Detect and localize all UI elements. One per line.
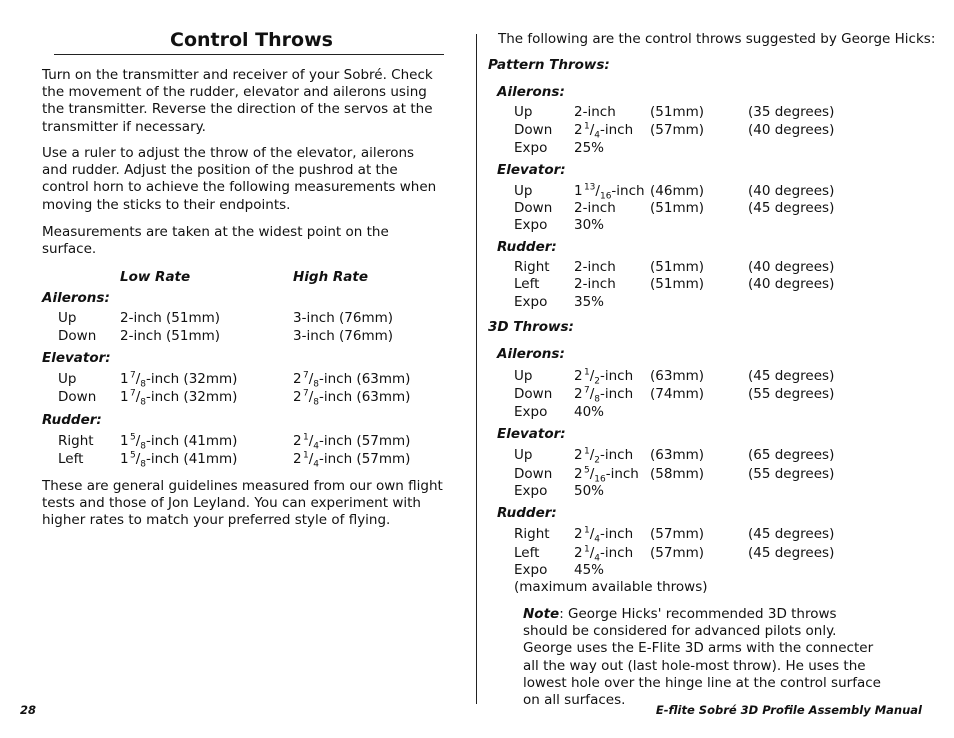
row-label: Down — [514, 200, 553, 216]
row-label: Left — [514, 276, 540, 292]
note-label: Note — [523, 606, 560, 622]
row-label: Up — [514, 368, 533, 384]
row-label: Down — [514, 122, 553, 138]
expo-value: 35% — [574, 294, 605, 310]
throw-distance: 2-inch — [574, 200, 616, 216]
row-label: Up — [58, 371, 77, 387]
throw-distance: 2 $^1/_2$-inch — [574, 367, 634, 387]
row-label: Right — [514, 259, 550, 275]
row-label: Left — [514, 545, 540, 561]
throw-distance: 2 $^1/_2$-inch — [574, 446, 634, 466]
row-label: Down — [58, 328, 97, 344]
expo-value: 40% — [574, 404, 605, 420]
column-header-high-rate: High Rate — [293, 269, 369, 285]
column-header-low-rate: Low Rate — [120, 269, 191, 285]
max-throws-note: (maximum available throws) — [514, 579, 708, 595]
row-label: Expo — [514, 562, 548, 578]
intro-text: The following are the control throws suggested by George Hicks: — [498, 31, 936, 47]
low-rate-value: 1 $^5/_8$-inch (41mm) — [120, 432, 238, 452]
subsection-ailerons: Ailerons: — [497, 84, 565, 100]
throw-metric: (57mm) — [650, 122, 705, 138]
throw-degrees: (45 degrees) — [748, 368, 835, 384]
low-rate-value: 1 $^7/_8$-inch (32mm) — [120, 370, 238, 390]
throw-distance: 2 $^1/_4$-inch — [574, 525, 634, 545]
low-rate-value: 2-inch (51mm) — [120, 310, 221, 326]
row-label: Expo — [514, 483, 548, 499]
throw-degrees: (40 degrees) — [748, 122, 835, 138]
throw-distance: 2 $^5/_{16}$-inch — [574, 465, 639, 485]
expo-value: 25% — [574, 140, 605, 156]
subsection-rudder: Rudder: — [497, 505, 557, 521]
row-label: Right — [58, 433, 94, 449]
low-rate-value: 1 $^7/_8$-inch (32mm) — [120, 388, 238, 408]
row-label: Down — [514, 386, 553, 402]
paragraph-intro: Turn on the transmitter and receiver of your Sobré. Check the movement of the rudder, elevator and ailerons using the transmitter. Reverse the direction of the servos at the transmitter if necessary. — [42, 67, 433, 135]
low-rate-value: 1 $^5/_8$-inch (41mm) — [120, 450, 238, 470]
row-label: Down — [514, 466, 553, 482]
throw-distance: 2-inch — [574, 259, 616, 275]
row-label: Expo — [514, 404, 548, 420]
high-rate-value: 2 $^7/_8$-inch (63mm) — [293, 388, 411, 408]
throw-degrees: (45 degrees) — [748, 200, 835, 216]
note-paragraph — [523, 606, 885, 709]
subsection-rudder: Rudder: — [497, 239, 557, 255]
throw-degrees: (40 degrees) — [748, 183, 835, 199]
section-3d-throws: 3D Throws: — [488, 319, 574, 335]
page-number: 28 — [20, 703, 37, 717]
row-label: Up — [514, 183, 533, 199]
throw-metric: (63mm) — [650, 447, 705, 463]
note-text: : George Hicks' recommended 3D throws should be considered for advanced pilots only. George uses the E-Flite 3D arms with the connecter all the way out (last hole-most throw). He uses the lowest hole over the hinge line at the control surface on all surfaces. — [523, 606, 881, 709]
throw-metric: (57mm) — [650, 545, 705, 561]
throw-metric: (46mm) — [650, 183, 705, 199]
throw-distance: 2 $^1/_4$-inch — [574, 121, 634, 141]
throw-degrees: (40 degrees) — [748, 276, 835, 292]
throw-degrees: (65 degrees) — [748, 447, 835, 463]
paragraph-ruler: Use a ruler to adjust the throw of the elevator, ailerons and rudder. Adjust the position of the pushrod at the control horn to achieve the following measurements when moving the sticks to their endpoints. — [42, 145, 437, 213]
throw-metric: (51mm) — [650, 200, 705, 216]
throw-distance: 2-inch — [574, 276, 616, 292]
throw-degrees: (45 degrees) — [748, 545, 835, 561]
row-label: Up — [58, 310, 77, 326]
section-ailerons: Ailerons: — [42, 290, 110, 306]
expo-value: 45% — [574, 562, 605, 578]
throw-metric: (51mm) — [650, 104, 705, 120]
title-rule — [54, 54, 444, 55]
throw-degrees: (40 degrees) — [748, 259, 835, 275]
row-label: Expo — [514, 217, 548, 233]
section-pattern-throws: Pattern Throws: — [488, 57, 610, 73]
paragraph-guidelines: These are general guidelines measured from our own flight tests and those of Jon Leyland. You can experiment with higher rates to match your preferred style of flying. — [42, 478, 443, 529]
throw-metric: (58mm) — [650, 466, 705, 482]
throw-metric: (63mm) — [650, 368, 705, 384]
throw-metric: (57mm) — [650, 526, 705, 542]
page-title: Control Throws — [170, 29, 333, 51]
throw-metric: (74mm) — [650, 386, 705, 402]
throw-degrees: (45 degrees) — [748, 526, 835, 542]
high-rate-value: 3-inch (76mm) — [293, 310, 394, 326]
high-rate-value: 2 $^1/_4$-inch (57mm) — [293, 432, 411, 452]
row-label: Left — [58, 451, 84, 467]
row-label: Up — [514, 447, 533, 463]
expo-value: 50% — [574, 483, 605, 499]
subsection-elevator: Elevator: — [497, 162, 566, 178]
throw-distance: 2 $^1/_4$-inch — [574, 544, 634, 564]
high-rate-value: 3-inch (76mm) — [293, 328, 394, 344]
subsection-elevator: Elevator: — [497, 426, 566, 442]
paragraph-measurements: Measurements are taken at the widest point on the surface. — [42, 224, 389, 258]
throw-metric: (51mm) — [650, 259, 705, 275]
subsection-ailerons: Ailerons: — [497, 346, 565, 362]
throw-distance: 2 $^7/_8$-inch — [574, 385, 634, 405]
expo-value: 30% — [574, 217, 605, 233]
low-rate-value: 2-inch (51mm) — [120, 328, 221, 344]
throw-metric: (51mm) — [650, 276, 705, 292]
high-rate-value: 2 $^1/_4$-inch (57mm) — [293, 450, 411, 470]
throw-distance: 1 $^{13}/_{16}$-inch — [574, 182, 645, 202]
throw-distance: 2-inch — [574, 104, 616, 120]
section-rudder: Rudder: — [42, 412, 102, 428]
column-divider — [476, 34, 477, 704]
throw-degrees: (55 degrees) — [748, 466, 835, 482]
row-label: Up — [514, 104, 533, 120]
throw-degrees: (55 degrees) — [748, 386, 835, 402]
row-label: Expo — [514, 140, 548, 156]
high-rate-value: 2 $^7/_8$-inch (63mm) — [293, 370, 411, 390]
footer-title: E-flite Sobré 3D Profile Assembly Manual — [655, 703, 922, 717]
section-elevator: Elevator: — [42, 350, 111, 366]
row-label: Down — [58, 389, 97, 405]
row-label: Right — [514, 526, 550, 542]
throw-degrees: (35 degrees) — [748, 104, 835, 120]
row-label: Expo — [514, 294, 548, 310]
